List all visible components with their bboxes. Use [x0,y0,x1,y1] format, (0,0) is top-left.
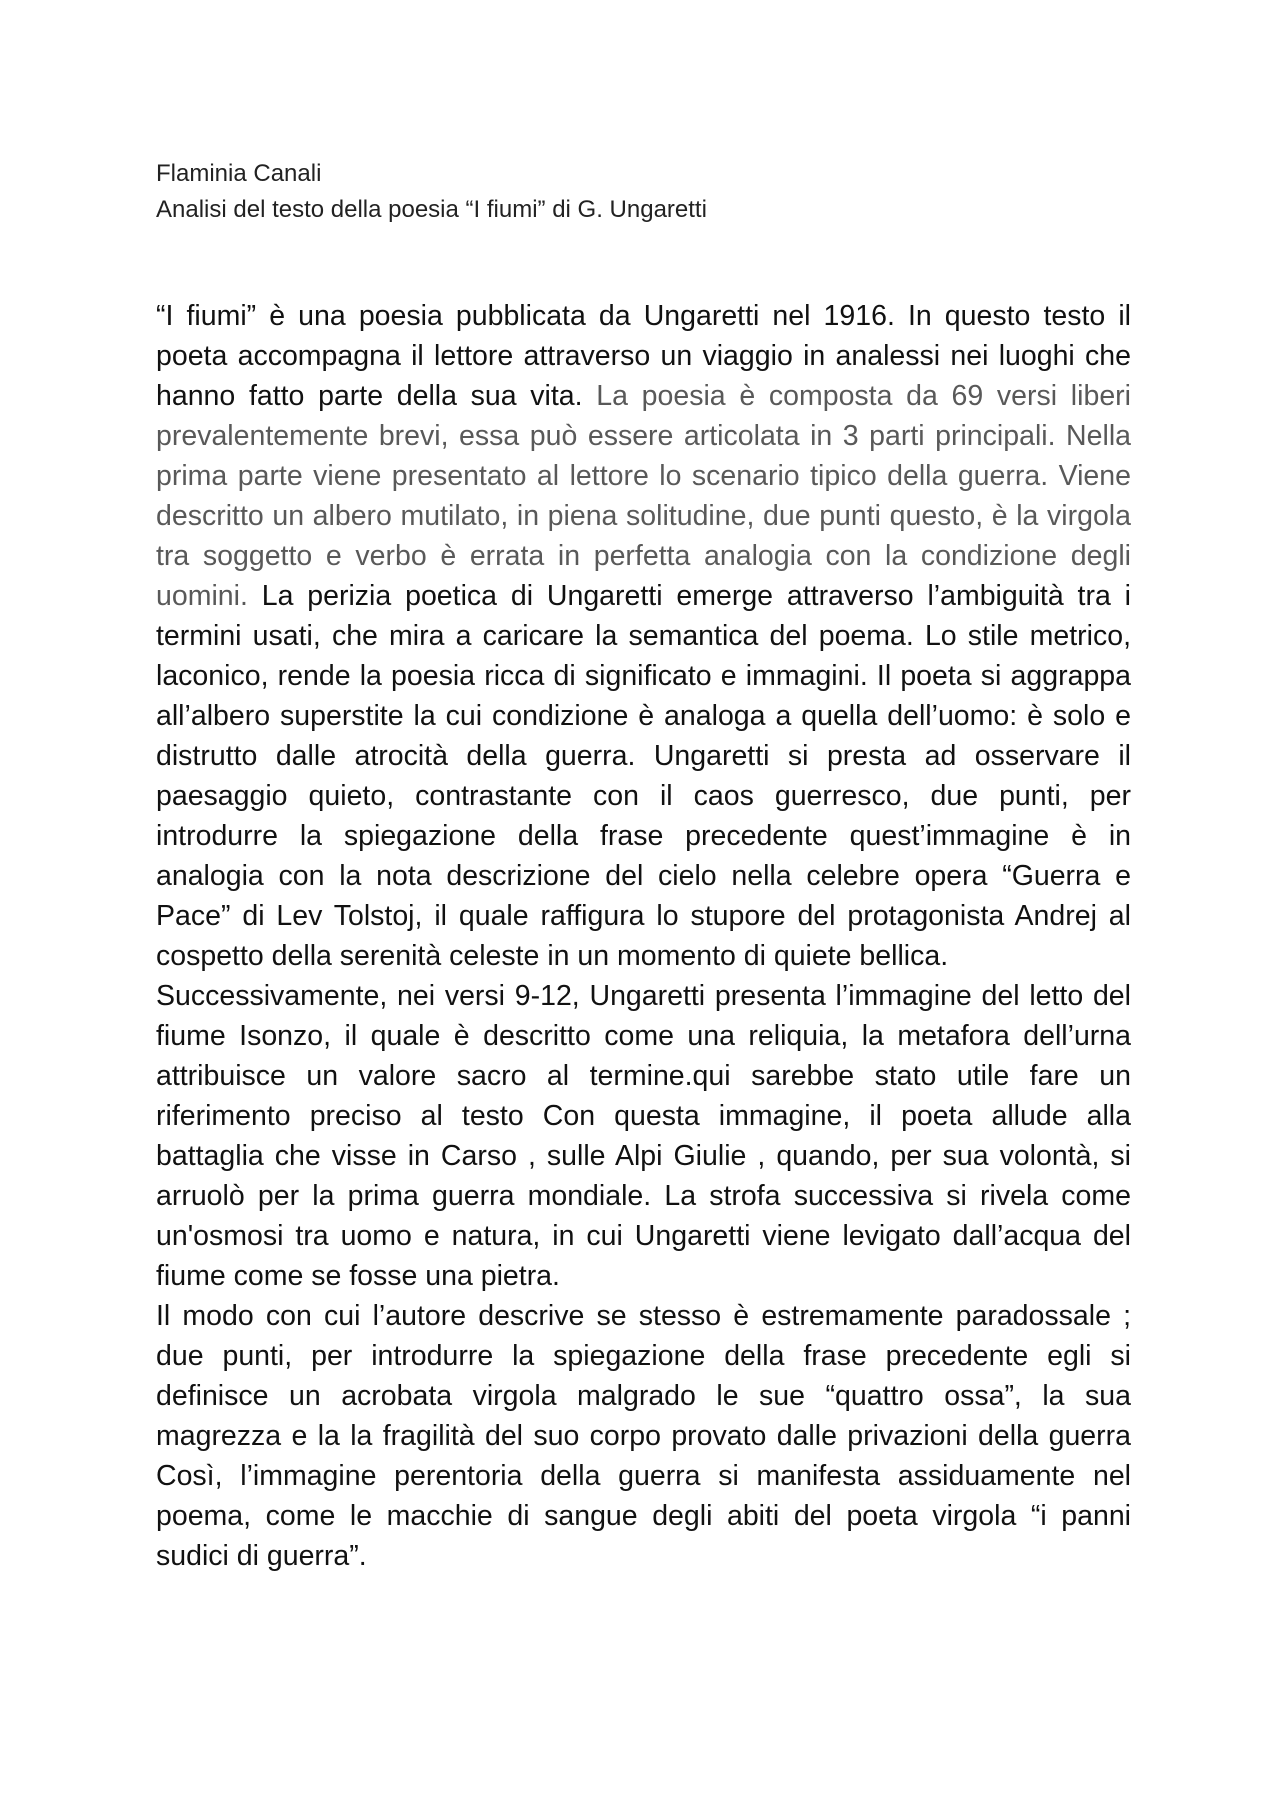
document-subtitle: Analisi del testo della poesia “I fiumi” di G. Ungaretti [156,196,707,223]
author-name: Flaminia Canali [156,160,322,187]
paragraph-3: Il modo con cui l’autore descrive se stesso è estremamente paradossale ; due punti, per introdurre la spiegazione della frase precedente egli si definisce un acrobata virgola malgrado le sue “quattro ossa”, la sua magrezza e la la fragilità del suo corpo provato dalle privazioni della guerra Così, l’immagine perentoria della guerra si manifesta assiduamente nel poema, come le macchie di sangue degli abiti del poeta virgola “i panni sudici di guerra”. [156,1300,1131,1572]
paragraph-1-rest: La perizia poetica di Ungaretti emerge attraverso l’ambiguità tra i termini usati, che mira a caricare la semantica del poema. Lo stile metrico, laconico, rende la poesia ricca di significato e immagini. Il poeta si aggrappa all’albero superstite la cui condizione è analoga a quella dell’uomo: è solo e distrutto dalle atrocità della guerra. Ungaretti si presta ad osservare il paesaggio quieto, contrastante con il caos guerresco, due punti, per introdurre la spiegazione della frase precedente quest’immagine è in analogia con la nota descrizione del cielo nella celebre opera “Guerra e Pace” di Lev Tolstoj, il quale raffigura lo stupore del protagonista Andrej al cospetto della serenità celeste in un momento di quiete bellica. [156,580,1131,972]
paragraph-1-grey-text: La poesia è composta da 69 versi liberi prevalentemente brevi, essa può essere articolata in 3 parti principali. Nella prima parte viene presentato al lettore lo scenario tipico della guerra. Viene descritto un albero mutilato, in piena solitudine, due punti questo, è la virgola tra soggetto e verbo è errata in perfetta analogia con la condizione degli uomini. [156,380,1131,612]
document-header [156,156,1136,228]
paragraph-1 [156,296,1131,976]
paragraph-1-intro: “I fiumi” è una poesia pubblicata da Ungaretti nel 1916. In questo testo il poeta accompagna il lettore attraverso un viaggio in analessi nei luoghi che hanno fatto parte della sua vita. [156,300,1131,412]
paragraph-2: Successivamente, nei versi 9-12, Ungaretti presenta l’immagine del letto del fiume Isonzo, il quale è descritto come una reliquia, la metafora dell’urna attribuisce un valore sacro al termine.qui sarebbe stato utile fare un riferimento preciso al testo Con questa immagine, il poeta allude alla battaglia che visse in Carso , sulle Alpi Giulie , quando, per sua volontà, si arruolò per la prima guerra mondiale. La strofa successiva si rivela come un'osmosi tra uomo e natura, in cui Ungaretti viene levigato dall’acqua del fiume come se fosse una pietra. [156,980,1131,1292]
essay-body [156,296,1131,1576]
